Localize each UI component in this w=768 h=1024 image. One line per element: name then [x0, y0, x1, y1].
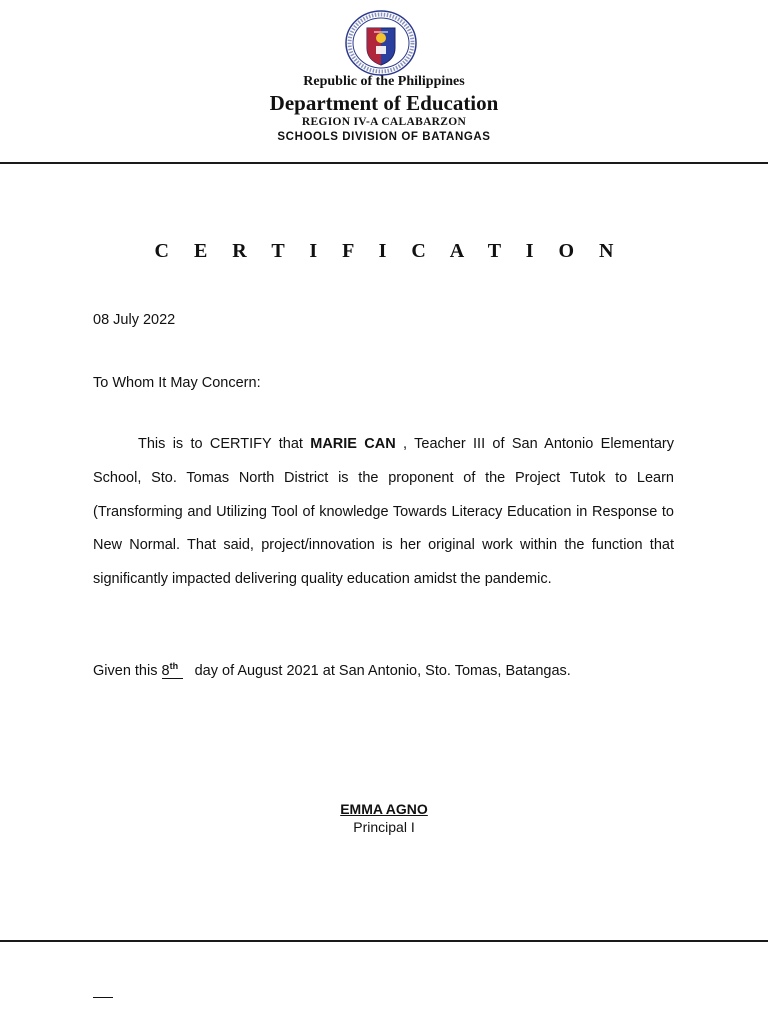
footer-divider: [0, 940, 768, 942]
signatory-name: EMMA AGNO: [340, 801, 428, 817]
given-day-suffix: th: [169, 661, 179, 671]
given-prefix: Given this: [93, 662, 162, 679]
header-department: Department of Education: [269, 91, 499, 115]
header-region: REGION IV-A CALABARZON: [301, 116, 467, 128]
salutation: To Whom It May Concern:: [93, 375, 261, 391]
given-day: 8th: [162, 659, 183, 679]
signatory-title: Principal I: [353, 819, 415, 835]
footer-stub-line: [93, 997, 113, 998]
body-rest: , Teacher III of San Antonio Elementary School, Sto. Tomas North District is the proponent of the Project Tutok to Learn (Transforming and Utilizing Tool of knowledge Towards Literacy Education in Response to New Normal. That said, project/innovation is her original work within the function that significantly impacted delivering quality education amidst the pandemic.: [93, 436, 674, 588]
given-statement: [93, 659, 571, 679]
teacher-name: MARIE CAN: [310, 436, 396, 452]
header-republic: Republic of the Philippines: [303, 74, 465, 89]
given-rest: day of August 2021 at San Antonio, Sto. Tomas, Batangas.: [194, 662, 571, 679]
body-intro: This is to CERTIFY that: [138, 436, 311, 452]
certificate-title: C E R T I F I C A T I O N: [154, 240, 624, 262]
header-division: SCHOOLS DIVISION OF BATANGAS: [277, 131, 491, 143]
letter-date: 08 July 2022: [93, 312, 176, 328]
header-divider: [0, 162, 768, 164]
deped-seal-icon: [344, 10, 418, 76]
certification-body: [93, 428, 674, 597]
